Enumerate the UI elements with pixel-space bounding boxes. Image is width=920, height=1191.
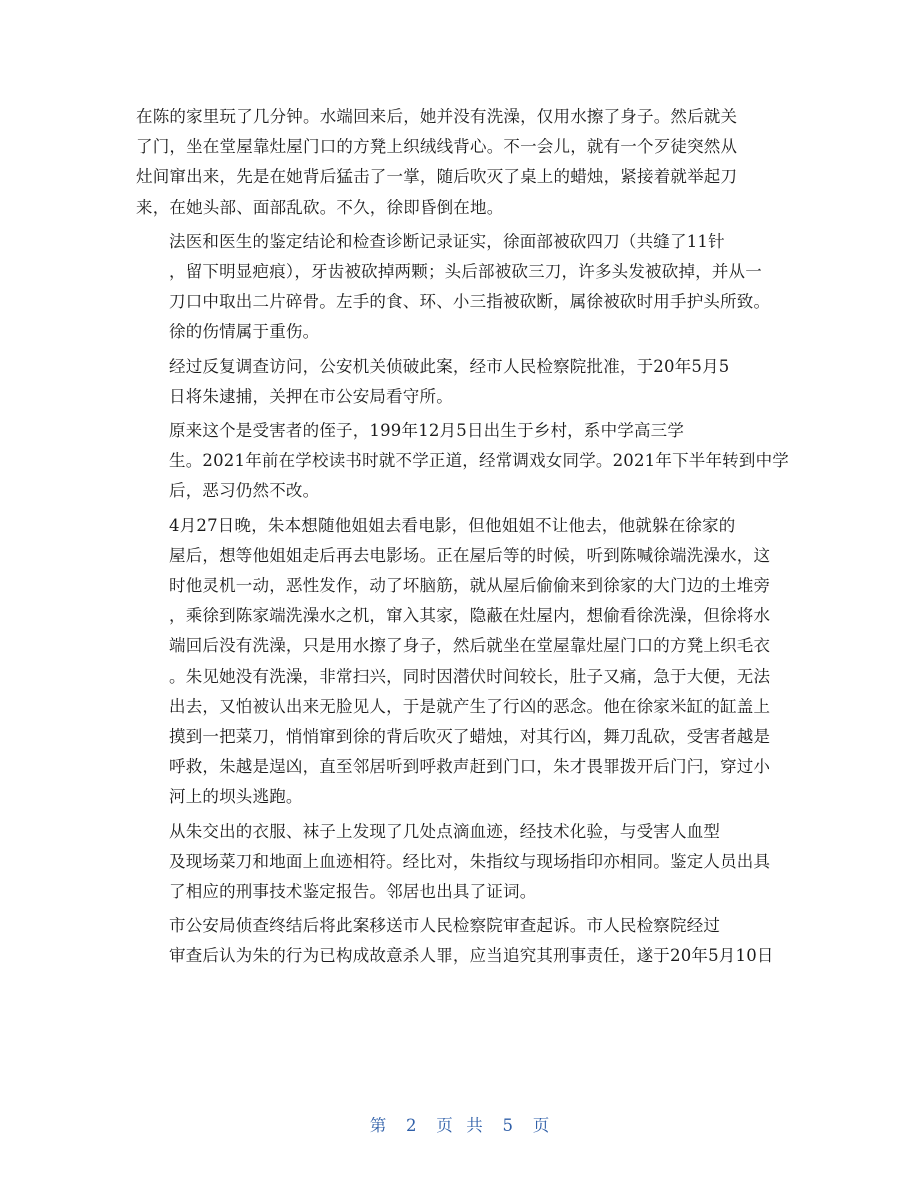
text-line: 生。2021年前在学校读书时就不学正道，经常调戏女同学。2021年下半年转到中学 [169, 451, 789, 471]
text-line: ，留下明显疤痕），牙齿被砍掉两颗；头后部被砍三刀，许多头发被砍掉，并从一 [169, 262, 762, 282]
footer-total-pages: 5 [502, 1116, 514, 1135]
text-line: 法医和医生的鉴定结论和检查诊断记录证实，徐面部被砍四刀（共缝了11针 [169, 231, 725, 251]
text-line: 。朱见她没有洗澡，非常扫兴，同时因潜伏时间较长，肚子又痛，急于大便，无法 [169, 666, 771, 686]
footer-current-page: 2 [406, 1116, 418, 1135]
text-line: 呼救，朱越是逞凶，直至邻居听到呼救声赶到门口，朱才畏罪拨开后门闩，穿过小 [169, 757, 771, 777]
text-line: 时他灵机一动，恶性发作，动了坏脑筋，就从屋后偷偷来到徐家的大门边的土堆旁 [169, 576, 771, 596]
text-line: 了相应的刑事技术鉴定报告。邻居也出具了证词。 [169, 882, 537, 902]
paragraph [136, 817, 786, 908]
paragraph [136, 511, 786, 813]
text-line: 日将朱逮捕，关押在市公安局看守所。 [169, 386, 453, 406]
paragraph [136, 102, 786, 223]
text-line: 徐的伤情属于重伤。 [169, 322, 320, 342]
footer-middle: 页 共 [436, 1116, 484, 1135]
text-line: 后，恶习仍然不改。 [169, 481, 320, 501]
text-line: 市公安局侦查终结后将此案移送市人民检察院审查起诉。市人民检察院经过 [169, 916, 721, 936]
text-line: 出去，又怕被认出来无脸见人，于是就产生了行凶的恶念。他在徐家米缸的缸盖上 [169, 696, 771, 716]
text-line: 审查后认为朱的行为已构成故意杀人罪，应当追究其刑事责任，遂于20年5月10日 [169, 946, 774, 966]
text-line: 来，在她头部、面部乱砍。不久，徐即昏倒在地。 [136, 197, 504, 217]
text-line: 摸到一把菜刀，悄悄窜到徐的背后吹灭了蜡烛，对其行凶，舞刀乱砍，受害者越是 [169, 727, 771, 747]
text-line: 原来这个是受害者的侄子，199年12月5日出生于乡村，系中学高三学 [169, 421, 685, 441]
paragraph [136, 227, 786, 348]
paragraph [136, 352, 786, 412]
text-line: ，乘徐到陈家端洗澡水之机，窜入其家，隐蔽在灶屋内，想偷看徐洗澡，但徐将水 [169, 606, 771, 626]
paragraph [136, 911, 786, 971]
text-line: 灶间窜出来，先是在她背后猛击了一掌，随后吹灭了桌上的蜡烛，紧接着就举起刀 [136, 167, 738, 187]
text-line: 刀口中取出二片碎骨。左手的食、环、小三指被砍断，属徐被砍时用手护头所致。 [169, 292, 771, 312]
text-line: 端回后没有洗澡，只是用水擦了身子，然后就坐在堂屋靠灶屋门口的方凳上织毛衣 [169, 636, 771, 656]
text-line: 了门，坐在堂屋靠灶屋门口的方凳上织绒线背心。不一会儿，就有一个歹徒突然从 [136, 137, 738, 157]
document-body [136, 102, 789, 976]
text-line: 经过反复调查访问，公安机关侦破此案，经市人民检察院批准，于20年5月5 [169, 356, 730, 376]
text-line: 4月27日晚，朱本想随他姐姐去看电影，但他姐姐不让他去，他就躲在徐家的 [169, 515, 736, 535]
text-line: 屋后，想等他姐姐走后再去电影场。正在屋后等的时候，听到陈喊徐端洗澡水，这 [169, 545, 771, 565]
text-line: 在陈的家里玩了几分钟。水端回来后，她并没有洗澡，仅用水擦了身子。然后就关 [136, 107, 738, 126]
paragraph [136, 416, 789, 507]
footer-suffix: 页 [532, 1116, 551, 1135]
page-footer [0, 1112, 920, 1136]
text-line: 从朱交出的衣服、袜子上发现了几处点滴血迹，经技术化验，与受害人血型 [169, 821, 721, 841]
footer-prefix: 第 [369, 1116, 388, 1135]
text-line: 河上的坝头逃跑。 [169, 787, 303, 807]
text-line: 及现场菜刀和地面上血迹相符。经比对，朱指纹与现场指印亦相同。鉴定人员出具 [169, 851, 771, 871]
